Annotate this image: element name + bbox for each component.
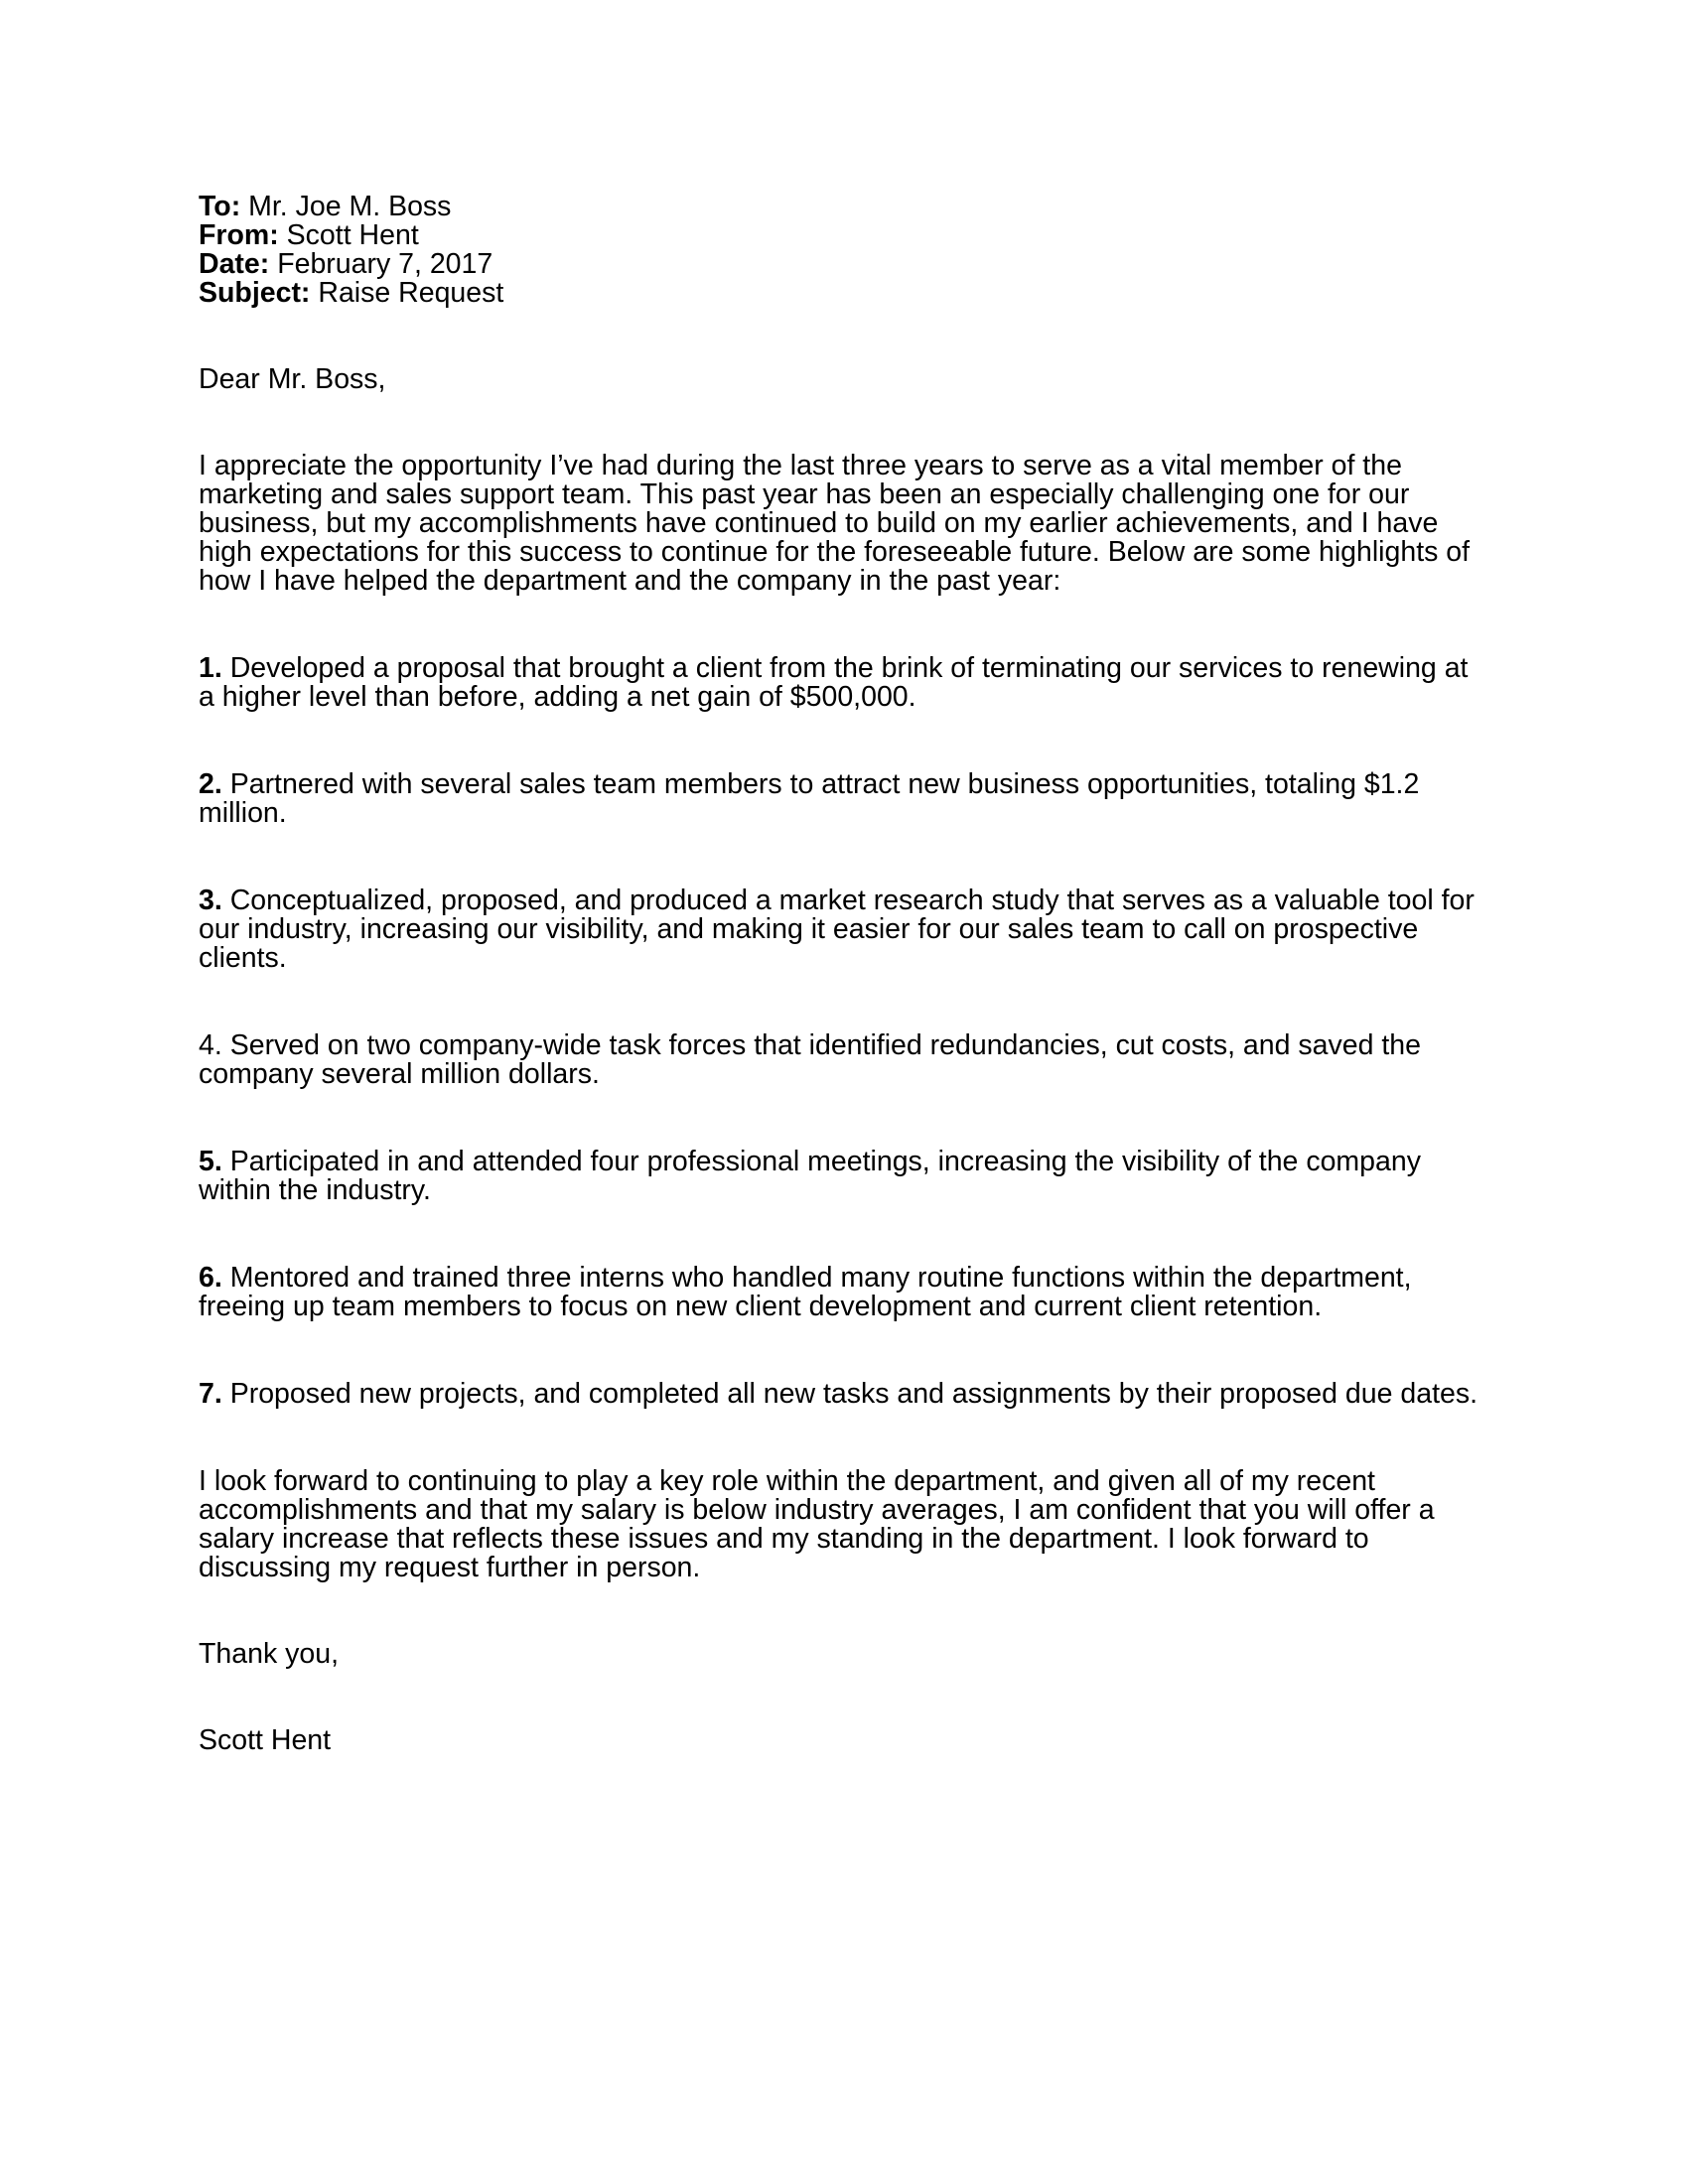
list-item-text: Mentored and trained three interns who handled many routine functions within the department, freeing up team members to focus on new client development and current client retention. <box>199 1262 1412 1322</box>
list-item-number: 6. <box>199 1262 222 1294</box>
from-line <box>199 221 1489 250</box>
accomplishments-list <box>199 654 1489 1409</box>
list-item-number: 5. <box>199 1146 222 1177</box>
to-line <box>199 193 1489 221</box>
from-label: From: <box>199 219 279 251</box>
list-item <box>199 1380 1489 1409</box>
list-item-text: Partnered with several sales team members to attract new business opportunities, totaling $1.2 million. <box>199 768 1420 829</box>
date-value: February 7, 2017 <box>277 248 493 280</box>
list-item-text: Served on two company-wide task forces that identified redundancies, cut costs, and saved the company several million dollars. <box>199 1029 1421 1090</box>
to-label: To: <box>199 191 241 222</box>
list-item-number: 3. <box>199 885 222 916</box>
list-item-number: 1. <box>199 652 222 684</box>
date-line <box>199 250 1489 279</box>
list-item-number: 4. <box>199 1029 222 1061</box>
list-item-number: 7. <box>199 1378 222 1410</box>
signoff: Thank you, <box>199 1638 339 1670</box>
list-item <box>199 1148 1489 1205</box>
from-value: Scott Hent <box>286 219 419 251</box>
signature-name: Scott Hent <box>199 1724 332 1756</box>
memo-document <box>199 193 1489 1755</box>
subject-value: Raise Request <box>318 277 504 309</box>
list-item <box>199 1031 1489 1089</box>
closing-paragraph: I look forward to continuing to play a key role within the department, and given all of my recent accomplishments and that my salary is below industry averages, I am confident that you will offer a salary increase that reflects these issues and my standing in the department. I look forward to discussing my request further in person. <box>199 1465 1435 1583</box>
list-item-text: Conceptualized, proposed, and produced a market research study that serves as a valuable tool for our industry, increasing our visibility, and making it easier for our sales team to call on prospective clients. <box>199 885 1475 974</box>
subject-label: Subject: <box>199 277 311 309</box>
list-item <box>199 654 1489 712</box>
subject-line <box>199 279 1489 308</box>
list-item-number: 2. <box>199 768 222 800</box>
list-item-text: Proposed new projects, and completed all new tasks and assignments by their proposed due dates. <box>229 1378 1478 1410</box>
list-item <box>199 887 1489 973</box>
list-item <box>199 1264 1489 1321</box>
list-item-text: Participated in and attended four professional meetings, increasing the visibility of the company within the industry. <box>199 1146 1421 1206</box>
to-value: Mr. Joe M. Boss <box>248 191 452 222</box>
date-label: Date: <box>199 248 270 280</box>
salutation: Dear Mr. Boss, <box>199 363 386 395</box>
intro-paragraph: I appreciate the opportunity I’ve had during the last three years to serve as a vital member of the marketing and sales support team. This past year has been an especially challenging one for our business, but my accomplishments have continued to build on my earlier achievements, and I have high expectations for this success to continue for the foreseeable future. Below are some highlights of how I have helped the department and the company in the past year: <box>199 450 1471 597</box>
list-item-text: Developed a proposal that brought a client from the brink of terminating our services to renewing at a higher level than before, adding a net gain of $500,000. <box>199 652 1469 713</box>
memo-header <box>199 193 1489 308</box>
list-item <box>199 770 1489 828</box>
